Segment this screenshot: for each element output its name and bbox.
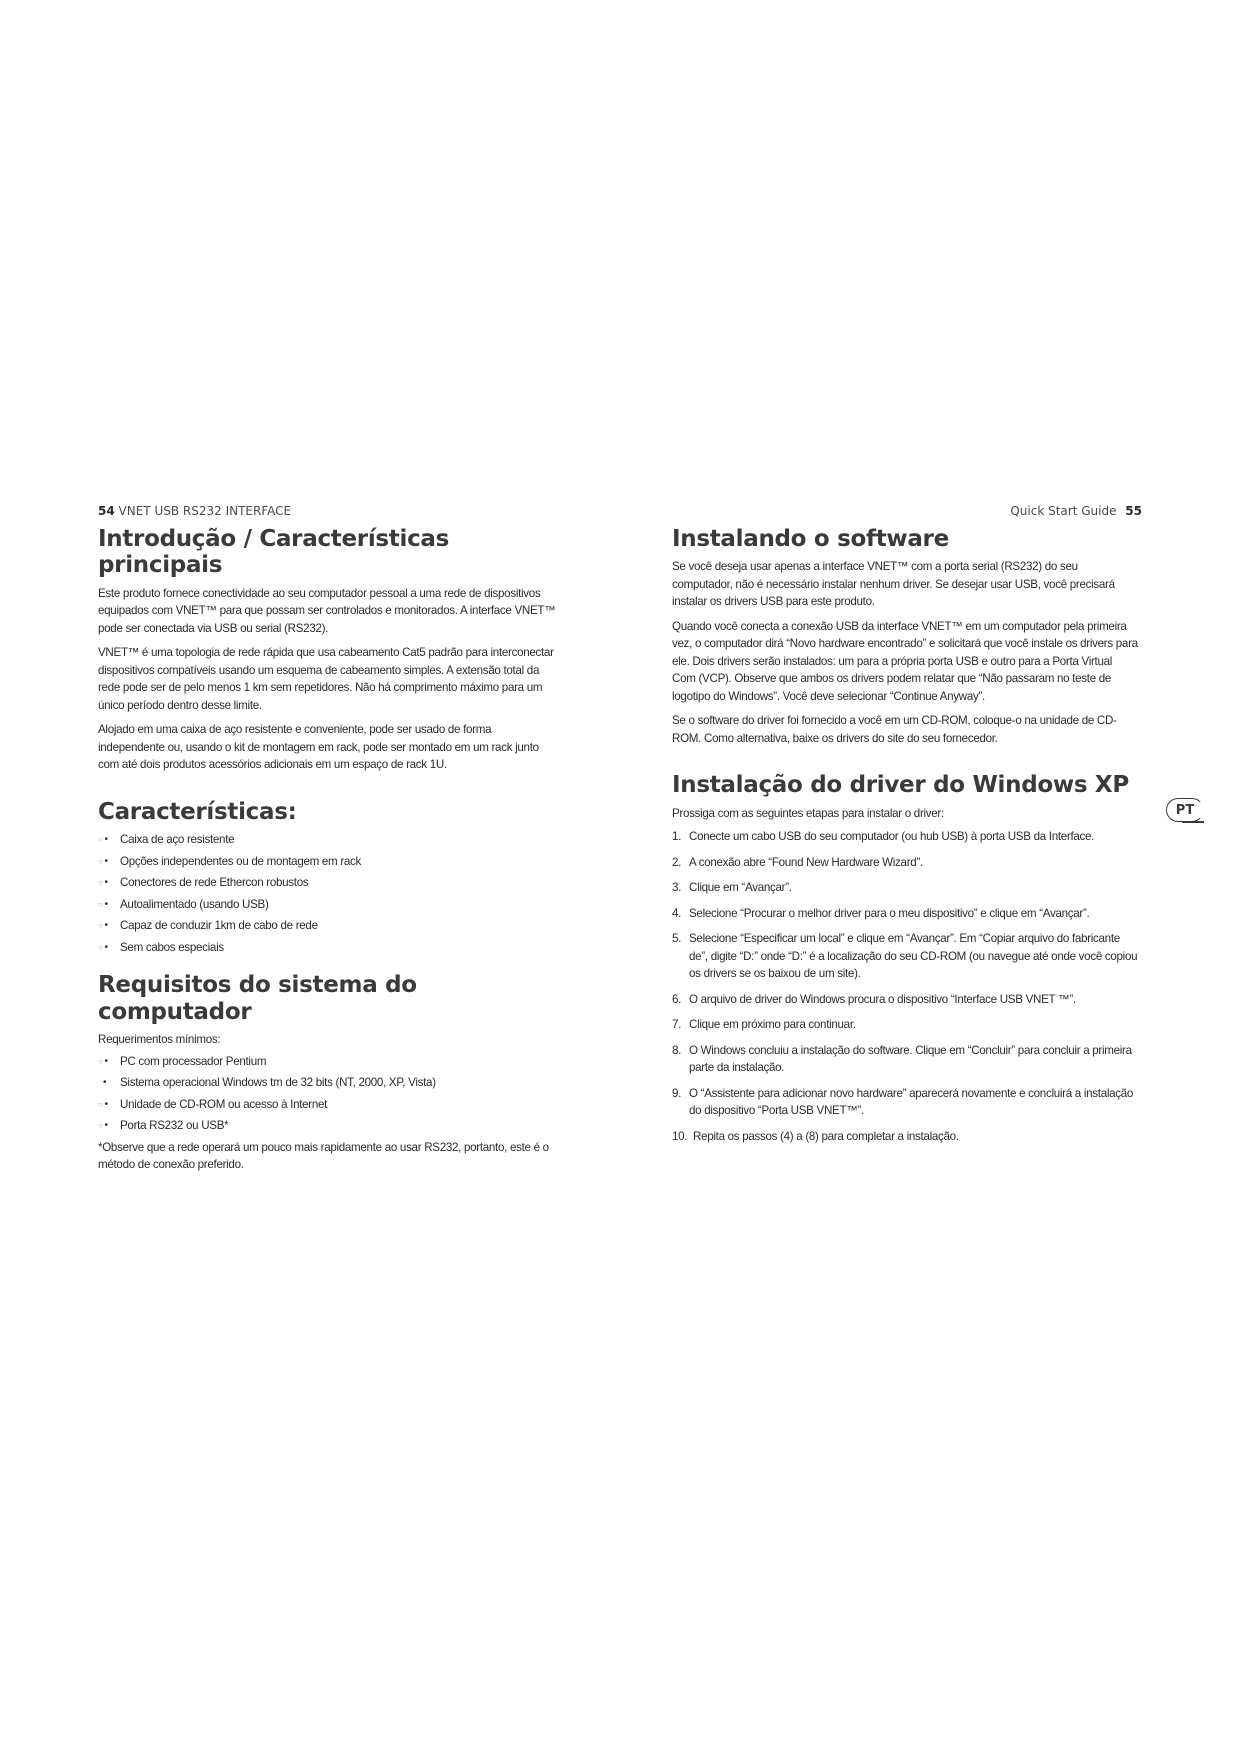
right-column <box>672 498 1138 1153</box>
list-item: 9. O “Assistente para adicionar novo hardware” aparecerá novamente e concluirá a instalação do dispositivo “Porta USB VNET™”. <box>672 1086 1134 1118</box>
language-badge-underline <box>1182 821 1204 823</box>
list-item: ○ • Sem cabos especiais <box>98 940 224 954</box>
left-column <box>98 498 560 1181</box>
list-item: 3. Clique em “Avançar”. <box>672 881 792 895</box>
intro-paragraph-2: VNET™ é uma topologia de rede rápida que usa cabeamento Cat5 padrão para interconectar dispositivos compatíveis usando um esquema de cabeamento simples. A extensão total da rede pode ser de pelo menos 1 km sem repetidores. Não há comprimento máximo para um único período dentro desse limite. <box>98 646 554 712</box>
list-item: ○ • Capaz de conduzir 1km de cabo de rede <box>98 919 318 933</box>
bullet-icon: • <box>98 1077 107 1089</box>
list-item: 6. O arquivo de driver do Windows procura o dispositivo “Interface USB VNET ™”. <box>672 992 1076 1006</box>
list-item: 10. Repita os passos (4) a (8) para completar a instalação. <box>672 1129 959 1143</box>
software-paragraph-1: Se você deseja usar apenas a interface VNET™ com a porta serial (RS232) do seu computador, não é necessário instalar nenhum driver. Se desejar usar USB, você precisará instalar os drivers USB para este produto. <box>672 560 1115 609</box>
software-title: Instalando o software <box>672 526 949 552</box>
bullet-icon: ○ • <box>98 877 108 889</box>
list-item: ○ • Autoalimentado (usando USB) <box>98 897 269 911</box>
right-header-title: Quick Start Guide <box>1010 504 1117 518</box>
list-item: ○ • Conectores de rede Ethercon robustos <box>98 876 309 890</box>
list-item: ○ • Porta RS232 ou USB* <box>98 1119 229 1133</box>
bullet-icon: ○ • <box>98 855 108 867</box>
bullet-icon: ○ • <box>98 941 108 953</box>
list-item: 7. Clique em próximo para continuar. <box>672 1018 856 1032</box>
list-item: ○ • Caixa de aço resistente <box>98 833 235 847</box>
features-title: Características: <box>98 798 297 825</box>
bullet-icon: ○ • <box>98 834 108 846</box>
bullet-icon: ○ • <box>98 1098 108 1110</box>
left-page-number: 54 <box>98 504 115 518</box>
right-page-number: 55 <box>1125 504 1142 518</box>
list-item: 2. A conexão abre “Found New Hardware Wizard”. <box>672 855 923 869</box>
list-item: ○ • PC com processador Pentium <box>98 1054 267 1068</box>
list-item: • Sistema operacional Windows tm de 32 bits (NT, 2000, XP, Vista) <box>98 1076 436 1090</box>
software-paragraph-3: Se o software do driver foi fornecido a você em um CD-ROM, coloque-o na unidade de CD-ROM. Como alternativa, baixe os drivers do site do seu fornecedor. <box>672 714 1117 745</box>
requirements-title: Requisitos do sistema do computador <box>98 972 417 1025</box>
bullet-icon: ○ • <box>98 920 108 932</box>
left-header-title: VNET USB RS232 INTERFACE <box>118 504 292 518</box>
intro-paragraph-1: Este produto fornece conectividade ao seu computador pessoal a uma rede de dispositivos equipados com VNET™ para que possam ser controlados e monitorados. A interface VNET™ pode ser conectada via USB ou serial (RS232). <box>98 586 556 635</box>
intro-paragraph-3: Alojado em uma caixa de aço resistente e conveniente, pode ser usado de forma independente ou, usando o kit de montagem em rack, pode ser montado em um rack junto com até dois produtos acessórios adicionais em um espaço de rack 1U. <box>98 723 539 772</box>
features-list <box>98 831 560 956</box>
requirements-note: *Observe que a rede operará um pouco mais rapidamente ao usar RS232, portanto, este é o método de conexão preferido. <box>98 1140 549 1172</box>
list-item: ○ • Opções independentes ou de montagem em rack <box>98 854 362 868</box>
list-item: ○ • Unidade de CD-ROM ou acesso à Internet <box>98 1097 328 1111</box>
bullet-icon: ○ • <box>98 898 108 910</box>
list-item: 5. Selecione “Especificar um local” e clique em “Avançar”. Em “Copiar arquivo do fabricante de”, digite “D:” onde “D:” é a localização do seu CD-ROM (ou navegue até onde você copiou os drivers se os baixou de um site). <box>672 932 1138 981</box>
driver-steps <box>672 828 1138 1145</box>
driver-intro: Prossiga com as seguintes etapas para instalar o driver: <box>672 806 944 820</box>
bullet-icon: ○ • <box>98 1055 108 1067</box>
driver-title: Instalação do driver do Windows XP <box>672 772 1129 799</box>
list-item: 4. Selecione “Procurar o melhor driver para o meu dispositivo” e clique em “Avançar”. <box>672 906 1090 920</box>
software-paragraph-2: Quando você conecta a conexão USB da interface VNET™ em um computador pela primeira vez, o computador dirá “Novo hardware encontrado” e solicitará que você instale os drivers para ele. Dois drivers serão instalados: um para a própria porta USB e outro para a Porta Virtual Com (VCP). Observe que ambos os drivers podem relatar que “Não passaram no teste de logotipo do Windows”. Você deve selecionar “Continue Anyway”. <box>672 619 1138 703</box>
list-item: 8. O Windows concluiu a instalação do software. Clique em “Concluir” para concluir a primeira parte da instalação. <box>672 1043 1132 1075</box>
bullet-icon: ○ • <box>98 1120 108 1132</box>
intro-title: Introdução / Características principais <box>98 526 450 579</box>
requirements-subtitle: Requerimentos mínimos: <box>98 1033 221 1047</box>
list-item: 1. Conecte um cabo USB do seu computador (ou hub USB) à porta USB da Interface. <box>672 830 1095 844</box>
language-badge: PT <box>1166 798 1204 822</box>
requirements-list <box>98 1053 560 1135</box>
